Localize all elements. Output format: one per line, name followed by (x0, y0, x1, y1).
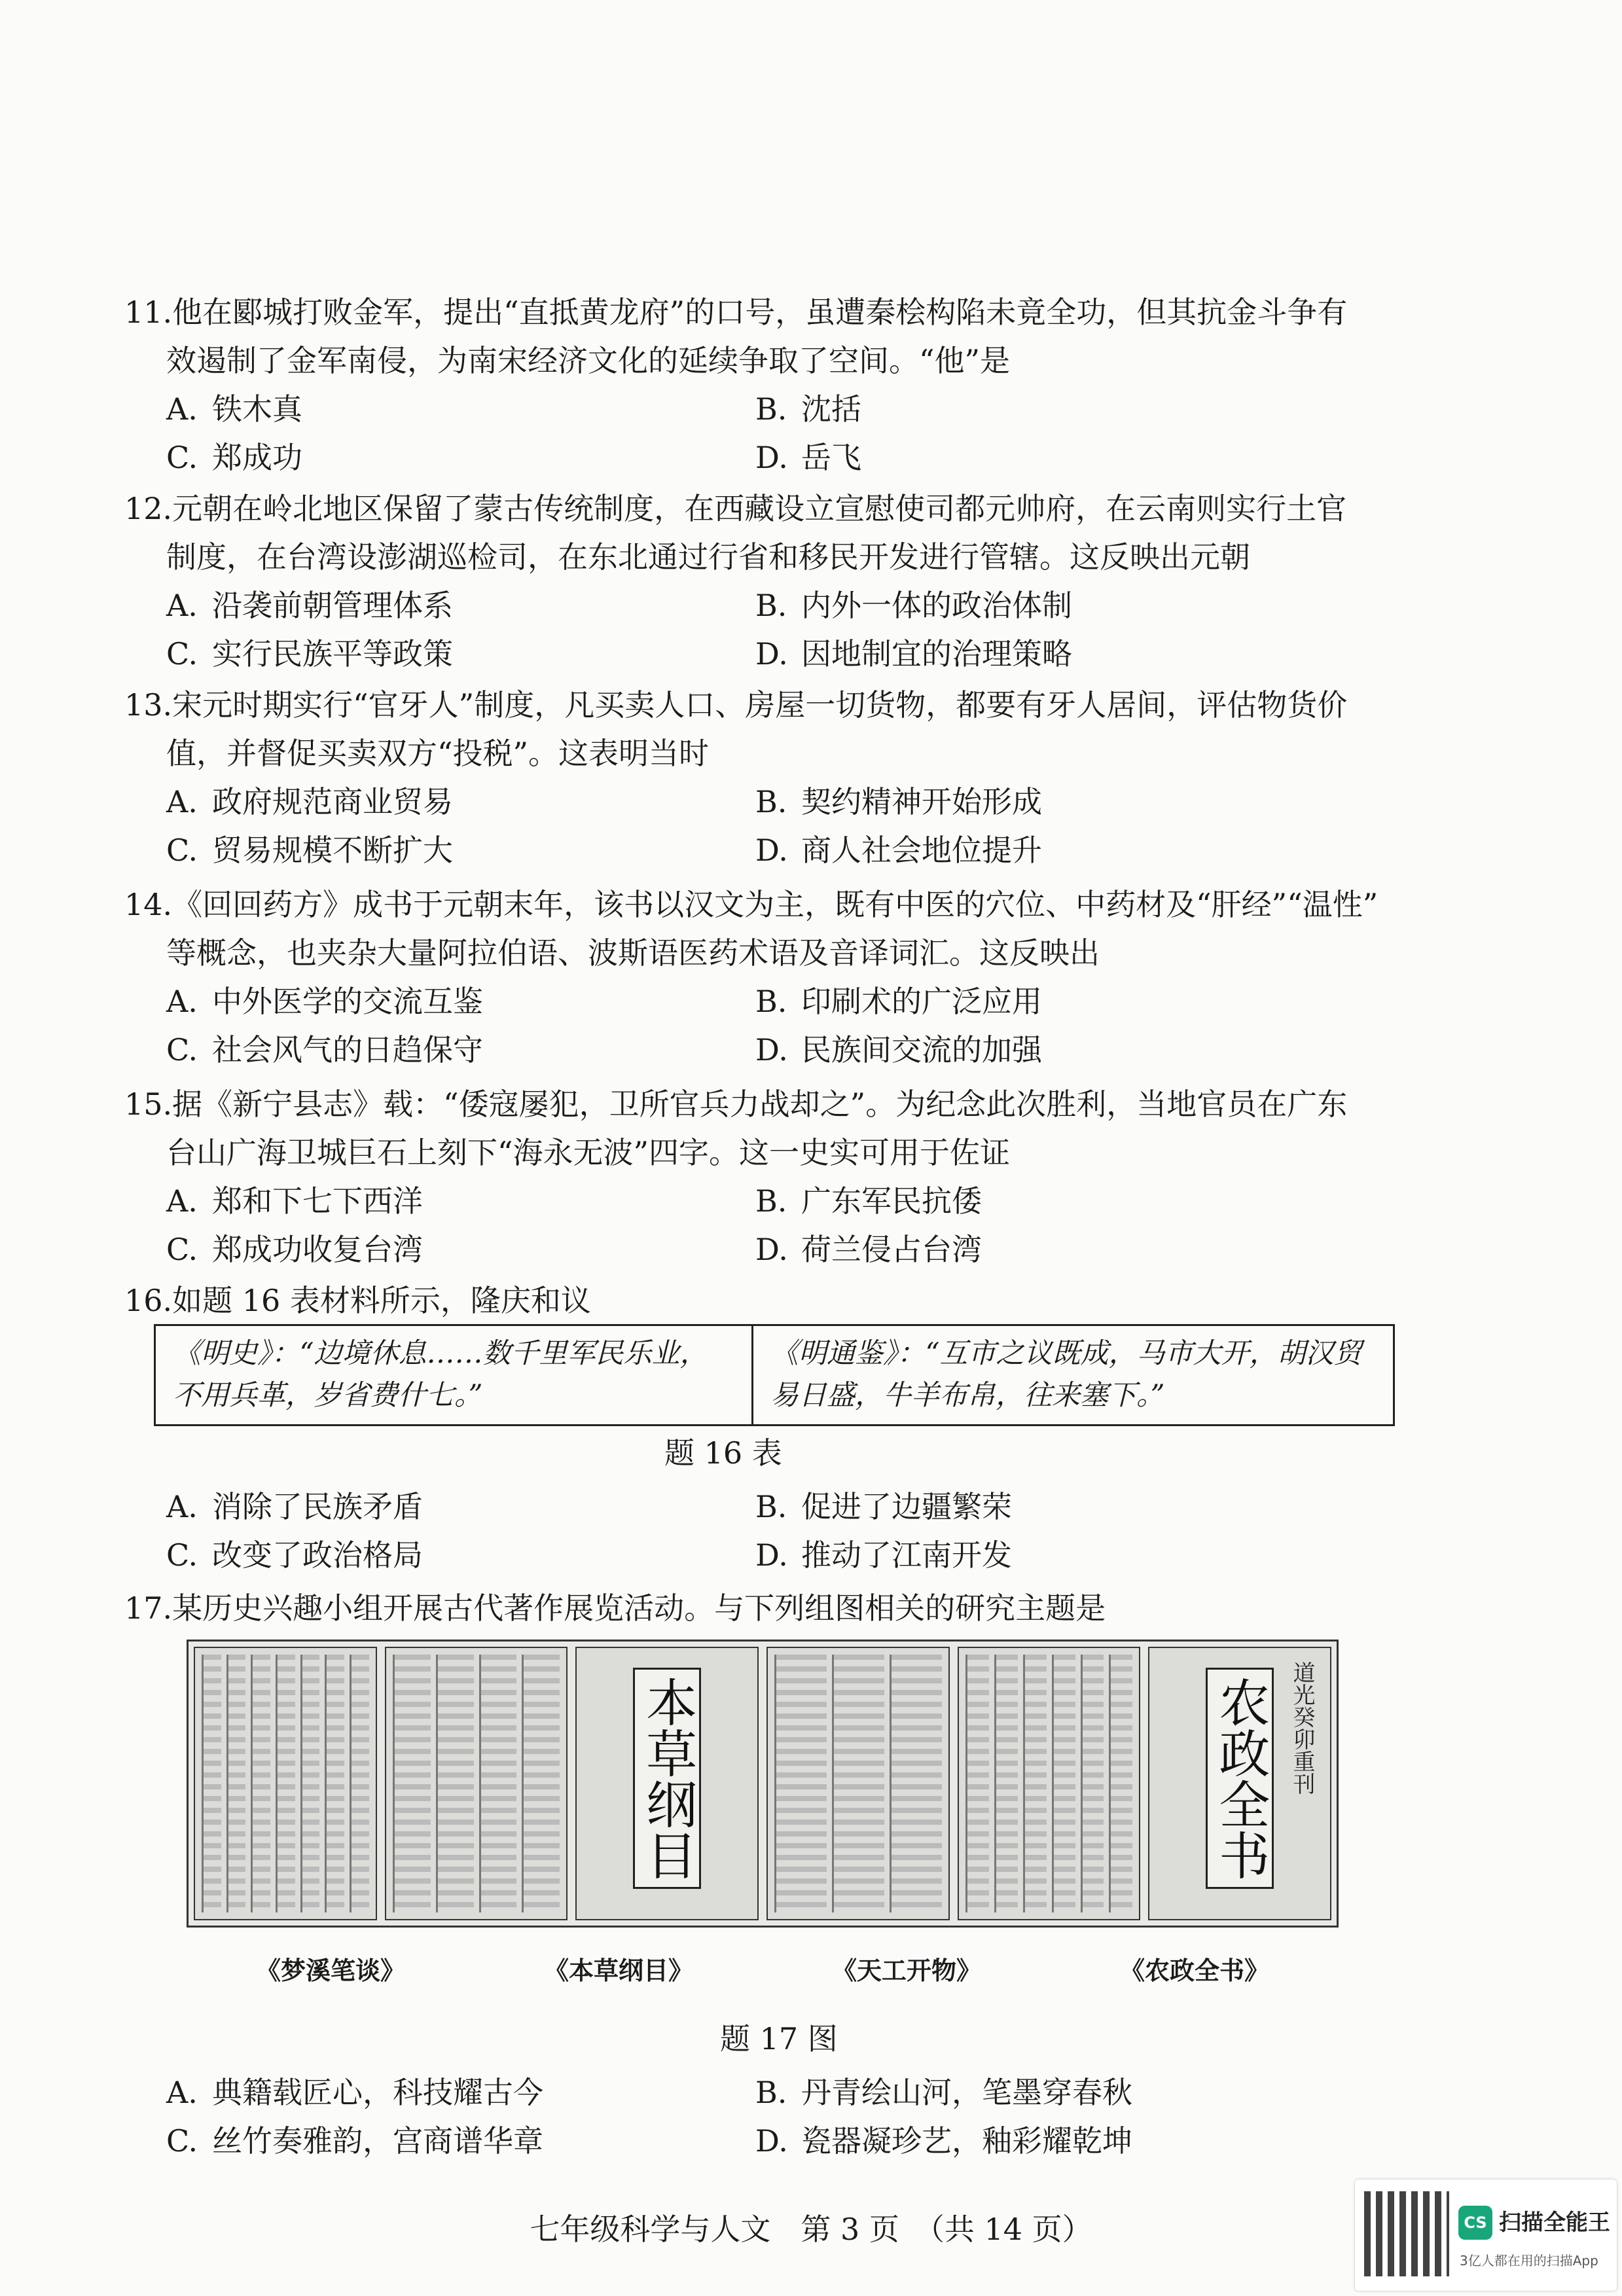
option-d: D. 商人社会地位提升 (755, 833, 1042, 868)
label-nongzheng: 《农政全书》 (1119, 1956, 1269, 1985)
books-figure (187, 1640, 1339, 1928)
table-cell-left: 《明史》：“边境休息……数千里军民乐业，不用兵革，岁省费什七。” (173, 1337, 708, 1412)
option-c: C. 实行民族平等政策 (166, 636, 453, 672)
option-c: C. 社会风气的日趋保守 (166, 1032, 483, 1067)
option-a: A. 郑和下七下西洋 (166, 1183, 423, 1219)
scanner-tagline: 3亿人都在用的扫描App (1460, 2253, 1598, 2269)
stem-line: 值，并督促买卖双方“投税”。这表明当时 (166, 736, 710, 771)
stem-line: 制度，在台湾设澎湖巡检司，在东北通过行省和移民开发进行管辖。这反映出元朝 (166, 539, 1250, 575)
option-d: D. 因地制宜的治理策略 (755, 636, 1072, 672)
question-stem (124, 288, 1433, 385)
stem-line: 台山广海卫城巨石上刻下“海永无波”四字。这一史实可用于佐证 (166, 1135, 1011, 1170)
option-c: C. 丝竹奏雅韵，宫商谱华章 (166, 2123, 543, 2159)
option-c: C. 郑成功 (166, 440, 302, 475)
options (124, 581, 1433, 678)
option-a: A. 消除了民族矛盾 (166, 1489, 423, 1524)
option-a: A. 沿袭前朝管理体系 (166, 588, 453, 623)
book-image-tiangong (766, 1647, 950, 1920)
option-b: B. 丹青绘山河，笔墨穿春秋 (755, 2075, 1132, 2110)
book-image-illustration (385, 1647, 568, 1920)
material-table (154, 1324, 1395, 1426)
option-c: C. 贸易规模不断扩大 (166, 833, 453, 868)
question-stem (124, 1080, 1433, 1177)
options (124, 385, 1433, 482)
option-b: B. 沈括 (755, 391, 861, 427)
question-stem (124, 681, 1433, 778)
options (124, 778, 1433, 874)
options (124, 1482, 1433, 1579)
table-cell-right: 《明通鉴》：“互市之议既成，马市大开，胡汉贸易日盛，牛羊布帛，往来塞下。” (751, 1326, 1393, 1424)
scanner-brand: 扫描全能王 (1499, 2210, 1610, 2236)
question-17-stem (124, 1584, 1433, 1632)
option-d: D. 荷兰侵占台湾 (755, 1232, 982, 1267)
label-bencao: 《本草纲目》 (543, 1956, 693, 1985)
book-image-nongzheng (1148, 1647, 1331, 1920)
label-mengxi: 《梦溪笔谈》 (255, 1956, 405, 1985)
qr-code-icon (1364, 2191, 1449, 2276)
question-12 (124, 484, 1433, 678)
option-d: D. 瓷器凝珍艺，釉彩耀乾坤 (755, 2123, 1132, 2159)
page-footer: 七年级科学与人文 第 3 页 （共 14 页） (530, 2212, 1092, 2247)
stem-line: 他在郾城打败金军，提出“直抵黄龙府”的口号，虽遭秦桧构陷未竟全功，但其抗金斗争有 (172, 295, 1348, 330)
options (124, 2068, 1433, 2165)
stem-line: 效遏制了金军南侵，为南宋经济文化的延续争取了空间。“他”是 (166, 343, 1011, 378)
option-b: B. 内外一体的政治体制 (755, 588, 1072, 623)
question-stem: 16.如题 16 表材料所示，隆庆和议 (124, 1283, 591, 1318)
question-number: 14. (124, 887, 173, 922)
stem-line: 等概念，也夹杂大量阿拉伯语、波斯语医药术语及音译词汇。这反映出 (166, 935, 1100, 971)
option-a: A. 典籍载匠心，科技耀古今 (166, 2075, 543, 2110)
question-stem: 17.某历史兴趣小组开展古代著作展览活动。与下列组图相关的研究主题是 (124, 1590, 1106, 1626)
option-c: C. 郑成功收复台湾 (166, 1232, 423, 1267)
table-caption: 题 16 表 (664, 1435, 782, 1471)
camscanner-logo-icon: CS (1458, 2206, 1492, 2240)
stem-line: 据《新宁县志》载：“倭寇屡犯，卫所官兵力战却之”。为纪念此次胜利，当地官员在广东 (172, 1086, 1348, 1122)
option-a: A. 中外医学的交流互鉴 (166, 984, 483, 1019)
option-a: A. 铁木真 (166, 391, 302, 427)
option-d: D. 民族间交流的加强 (755, 1032, 1042, 1067)
question-number: 15. (124, 1086, 173, 1122)
figure-caption: 题 17 图 (720, 2021, 838, 2056)
option-b: B. 广东军民抗倭 (755, 1183, 982, 1219)
option-b: B. 促进了边疆繁荣 (755, 1489, 1012, 1524)
option-d: D. 岳飞 (755, 440, 861, 475)
question-stem (124, 484, 1433, 581)
label-tiangong: 《天工开物》 (831, 1956, 981, 1985)
question-16-options (124, 1482, 1433, 1579)
option-d: D. 推动了江南开发 (755, 1537, 1012, 1573)
nongzheng-title: 农政全书 (1206, 1668, 1274, 1889)
option-b: B. 印刷术的广泛应用 (755, 984, 1042, 1019)
options (124, 977, 1433, 1074)
options (124, 1177, 1433, 1274)
question-number: 13. (124, 687, 173, 723)
question-16-stem (124, 1276, 1433, 1325)
question-11 (124, 288, 1433, 482)
stem-line: 元朝在岭北地区保留了蒙古传统制度，在西藏设立宣慰使司都元帅府，在云南则实行土官 (172, 491, 1347, 526)
book-image-mengxi (194, 1647, 377, 1920)
nongzheng-side-text: 道光癸卯重刊 (1289, 1661, 1316, 1795)
stem-line: 《回回药方》成书于元朝末年，该书以汉文为主，既有中医的穴位、中药材及“肝经”“温性” (172, 887, 1379, 922)
book-image-bencao (575, 1647, 759, 1920)
question-14 (124, 880, 1433, 1074)
option-a: A. 政府规范商业贸易 (166, 784, 453, 819)
question-15 (124, 1080, 1433, 1274)
bencao-title: 本草纲目 (633, 1668, 701, 1889)
question-number: 12. (124, 491, 173, 526)
figure-labels (187, 1950, 1339, 1986)
question-number: 11. (124, 295, 173, 330)
stem-line: 宋元时期实行“官牙人”制度，凡买卖人口、房屋一切货物，都要有牙人居间，评估物货价 (172, 687, 1348, 723)
question-stem (124, 880, 1433, 977)
scanner-watermark (1355, 2179, 1617, 2291)
option-c: C. 改变了政治格局 (166, 1537, 423, 1573)
option-b: B. 契约精神开始形成 (755, 784, 1042, 819)
book-image-text (958, 1647, 1141, 1920)
question-17-options (124, 2068, 1433, 2165)
question-13 (124, 681, 1433, 874)
